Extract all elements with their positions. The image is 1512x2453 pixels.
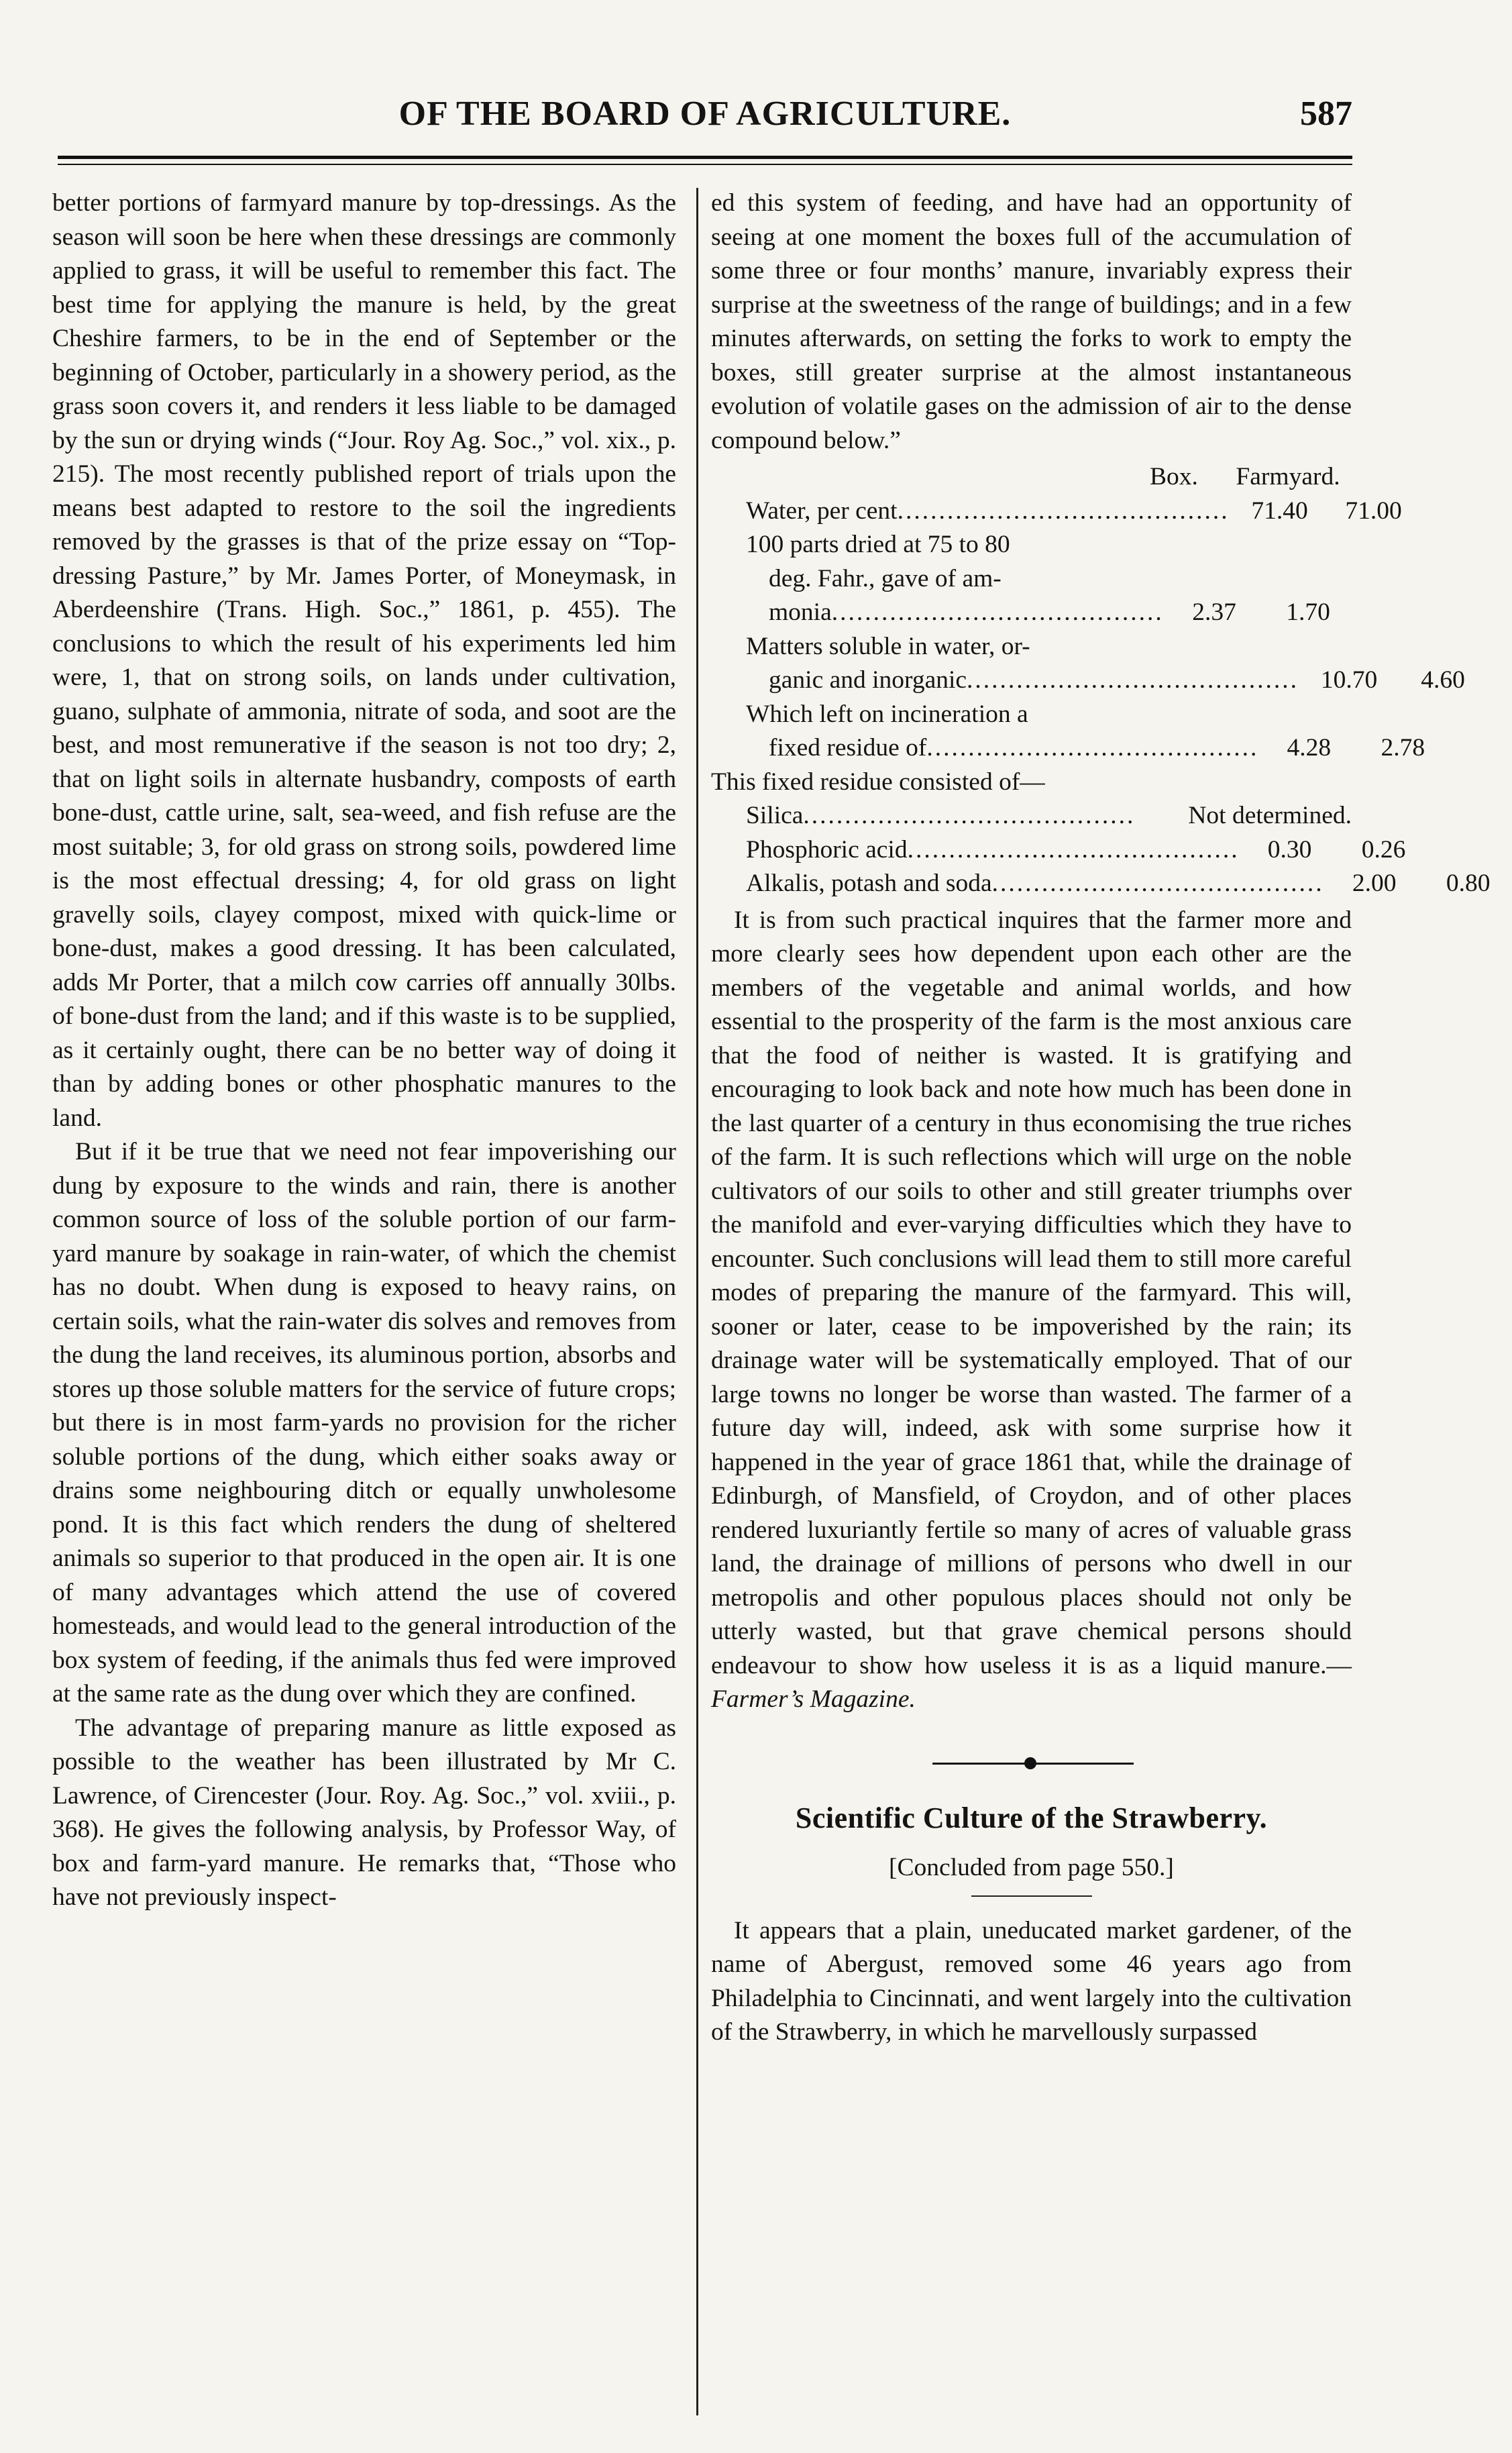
table-row: monia ........................................ 2.37 1.70 bbox=[769, 598, 1330, 626]
subtitle-rule bbox=[971, 1895, 1092, 1897]
table-col-box: Box. bbox=[1150, 463, 1198, 490]
table-row: Alkalis, potash and soda ........................................ 2.00 0.80 bbox=[746, 870, 1491, 897]
section-title: Scientific Culture of the Strawberry. bbox=[795, 1801, 1268, 1834]
table-row: 100 parts dried at 75 to 80 bbox=[746, 531, 1010, 558]
left-column bbox=[52, 187, 676, 1915]
table-col-farmyard: Farmyard. bbox=[1236, 463, 1340, 490]
left-paragraph-1: better portions of farmyard manure by top-dressings. As the season will soon be here when these dressings are commonly applied to grass, it will be useful to remember this fact. The best time for applying the manure is held, by the great Cheshire farmers, to be in the end of September or the beginning of October, particularly in a showery period, as the grass soon covers it, and renders it less liable to be damaged by the sun or drying winds (“Jour. Roy Ag. Soc.,” vol. xix., p. 215). The most recently published report of trials upon the means best adapted to restore to the soil the ingredients removed by the grasses is that of the prize essay on “Top-dressing Pasture,” by Mr. James Porter, of Moneymask, in Aberdeenshire (Trans. High. Soc.,” 1861, p. 455). The conclusions to which the result of his experiments led him were, 1, that on strong soils, on lands under cultivation, guano, sulphate of ammonia, nitrate of soda, and soot are the best, and most remunerative if the season is not too dry; 2, that on light soils in alternate husbandry, composts of earth bone-dust, cattle urine, salt, sea-weed, and fish refuse are the most suitable; 3, for old grass on strong soils, powdered lime is the most effectual dressing; 4, for old grass on light gravelly soils, clayey compost, mixed with quick-lime or bone-dust, makes a good dressing. It has been calculated, adds Mr Porter, that a milch cow carries off annually 30lbs. of bone-dust from the land; and if this waste is to be supplied, as it certainly ought, there can be no better way of doing it than by adding bones or other phosphatic manures to the land. bbox=[52, 189, 676, 1132]
section-ornament bbox=[711, 1744, 1352, 1784]
table-row: This fixed residue consisted of— bbox=[711, 768, 1045, 796]
running-title: OF THE BOARD OF AGRICULTURE. bbox=[398, 95, 1012, 133]
right-paragraph-2 bbox=[711, 904, 1352, 1717]
column-divider bbox=[696, 188, 698, 2415]
table-header bbox=[711, 460, 1352, 494]
table-row: Which left on incineration a bbox=[746, 700, 1028, 728]
page-header bbox=[58, 94, 1352, 148]
left-paragraph-2: But if it be true that we need not fear impoverishing our dung by exposure to the winds and rain, there is another common source of loss of the soluble portion of our farm-yard manure by soakage in rain-water, of which the chemist has no doubt. When dung is exposed to heavy rains, on certain soils, what the rain-water dis solves and removes from the dung the land receives, its aluminous portion, absorbs and stores up those soluble matters for the service of future crops; but there is in most farm-yards no provision for the richer soluble portions of the dung, which either soaks away or drains some neighbouring ditch or equally unwholesome pond. It is this fact which renders the dung of sheltered animals so superior to that produced in the open air. It is one of many advantages which attend the use of covered homesteads, and would lead to the general introduction of the box system of feeding, if the animals thus fed were improved at the same rate as the dung over which they are confined. bbox=[52, 1138, 676, 1708]
table-row: Phosphoric acid ........................................ 0.30 0.26 bbox=[746, 835, 1406, 864]
header-rule-thin bbox=[58, 164, 1352, 165]
attribution: Farmer’s Magazine. bbox=[711, 1685, 916, 1713]
right-intro-paragraph: ed this system of feeding, and have had an opportunity of seeing at one moment the boxes full of the accumulation of some three or four months’ manure, invariably express their surprise at the sweetness of the range of buildings; and in a few minutes afterwards, on setting the forks to work to empty the boxes, still greater surprise at the almost instantaneous evolution of volatile gases on the admission of air to the dense compound below.” bbox=[711, 189, 1352, 454]
manure-analysis-table bbox=[711, 460, 1491, 901]
page-number: 587 bbox=[1300, 95, 1352, 133]
table-row: fixed residue of ........................................ 4.28 2.78 bbox=[769, 734, 1425, 762]
right-column bbox=[711, 187, 1491, 2050]
section-subtitle: [Concluded from page 550.] bbox=[889, 1853, 1174, 1881]
table-row: deg. Fahr., gave of am- bbox=[769, 564, 1002, 592]
table-row: ganic and inorganic ........................................ 10.70 4.60 bbox=[769, 666, 1465, 694]
table-row: Water, per cent ........................................ 71.40 71.00 bbox=[746, 497, 1402, 525]
right-paragraph-2-text: It is from such practical inquires that the farmer more and more clearly sees how dependent upon each other are the members of the vegetable and animal worlds, and how essential to the prosperity of the farm is the most anxious care that the food of neither is wasted. It is gratifying and encouraging to look back and note how much has been done in the last quarter of a century in thus economising the true riches of the farm. It is such reflections which will urge on the noble cultivators of our soils to other and still greater triumphs over the manifold and ever-varying difficulties which they have to encounter. Such conclusions will lead them to still more careful modes of preparing the manure of the farmyard. This will, sooner or later, cease to be impoverished by the rain; its drainage water will be systematically employed. That of our large towns no longer be worse than wasted. The farmer of a future day will, indeed, ask with some surprise how it happened in the year of grace 1861 that, while the drainage of Edinburgh, of Mansfield, of Croydon, and of other places rendered luxuriantly fertile so many of acres of valuable grass land, the drainage of millions of persons who dwell in our metropolis and other populous places should not only be utterly wasted, but that grave chemical persons should endeavour to show how useless it is as a liquid manure.— bbox=[711, 906, 1352, 1679]
header-rule-thick bbox=[58, 156, 1352, 159]
table-row: Matters soluble in water, or- bbox=[746, 632, 1030, 660]
right-paragraph-3: It appears that a plain, uneducated market gardener, of the name of Abergust, removed some 46 years ago from Philadelphia to Cincinnati, and went largely into the cultivation of the Strawberry, in which he marvellously surpassed bbox=[711, 1916, 1352, 2046]
table-row: Silica ........................................ Not determined. bbox=[746, 802, 1352, 829]
left-paragraph-3: The advantage of preparing manure as little exposed as possible to the weather has been illustrated by Mr C. Lawrence, of Cirencester (Jour. Roy. Ag. Soc.,” vol. xviii., p. 368). He gives the following analysis, by Professor Way, of box and farm-yard manure. He remarks that, “Those who have not previously inspect- bbox=[52, 1714, 676, 1911]
